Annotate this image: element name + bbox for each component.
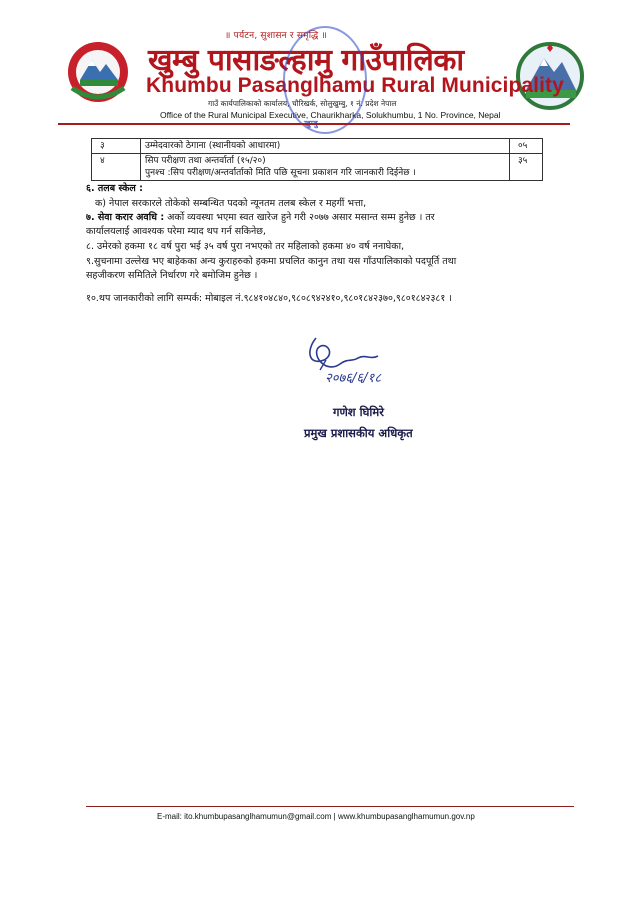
salary-scale-heading: ६. तलब स्केल :: [86, 183, 143, 194]
row-score: ३५: [510, 154, 543, 181]
contact-info-line: १०.थप जानकारीको लागि सम्पर्क: मोबाइल नं.९८४१०४८४०,९८०८९४२४१०,९८०१८४२३७०,९८०१८४२३८१ ।: [86, 293, 452, 304]
service-period-label: ७. सेवा करार अवधि :: [86, 212, 165, 223]
row-score: ०५: [510, 139, 543, 154]
office-subtitle-nepali: गाउँ कार्यपालिकाको कार्यालय, चौरिखर्क, सोलुखुम्बु, १ नं. प्रदेश नेपाल: [208, 99, 397, 108]
row-line: पुनश्च :सिप परीक्षण/अन्तर्वार्ताको मिति पछि सूचना प्रकाशन गरि जानकारी दिईनेछ ।: [145, 168, 416, 178]
service-period-line: [86, 212, 435, 224]
header-divider: [58, 123, 570, 125]
motto-text: ॥ पर्यटन, सुशासन र समृद्धि ॥: [225, 31, 328, 41]
row-line: उम्मेदवारको ठेगाना (स्थानीयको आधारमा): [145, 141, 281, 151]
office-seal-stamp: [283, 26, 367, 134]
signer-designation: प्रमुख प्रशासकीय अधिकृत: [304, 426, 413, 440]
table-row: [92, 139, 543, 154]
row-description: [141, 139, 510, 154]
salary-scale-line: क) नेपाल सरकारले तोकेको सम्बन्धित पदको न्यूनतम तलब स्केल र महगीं भत्ता,: [95, 198, 367, 209]
age-criteria-line: ८. उमेरको हकमा १८ वर्ष पुरा भई ३५ वर्ष पुरा नभएको तर महिलाको हकमा ४० वर्ष ननाघेका,: [86, 241, 405, 252]
row-line: सिप परीक्षण तथा अन्तर्वार्ता (१५/२०): [145, 156, 266, 166]
table-row: [92, 154, 543, 181]
service-period-text: अर्को व्यवस्था भएमा स्वत खारेज हुने गरी २०७७ असार मसान्त सम्म हुनेछ । तर: [164, 212, 435, 223]
other-rules-line-2: सहजीकरण समितिले निर्धारण गरे बमोजिम हुनेछ ।: [86, 270, 258, 281]
criteria-table: [91, 138, 543, 181]
municipality-title-english: Khumbu Pasanglhamu Rural Municipality: [146, 74, 564, 97]
row-number: ३: [92, 139, 141, 154]
nepal-emblem-logo: [62, 36, 134, 108]
service-period-line-2: कार्यालयलाई आवश्यक परेमा म्याद थप गर्न सकिनेछ,: [86, 226, 266, 237]
other-rules-line: ९.सुचनामा उल्लेख भए बाहेकका अन्य कुराहरुको हकमा प्रचलित कानुन तथा यस गाँउपालिकाको पदपूर्ति तथा: [86, 256, 457, 267]
signature-date: २०७६/६/१८: [325, 371, 382, 386]
row-description: [141, 154, 510, 181]
office-subtitle-english: Office of the Rural Municipal Executive, Chaurikharka, Solukhumbu, 1 No. Province, Nepal: [160, 110, 501, 120]
signer-name: गणेश घिमिरे: [333, 405, 384, 419]
footer-divider: [86, 806, 574, 807]
row-number: ४: [92, 154, 141, 181]
footer-contact: E-mail: ito.khumbupasanglhamumun@gmail.com | www.khumbupasanglhamumun.gov.np: [157, 812, 475, 821]
municipality-title-nepali: खुम्बु पासाङल्हामु गाउँपालिका: [148, 43, 464, 78]
